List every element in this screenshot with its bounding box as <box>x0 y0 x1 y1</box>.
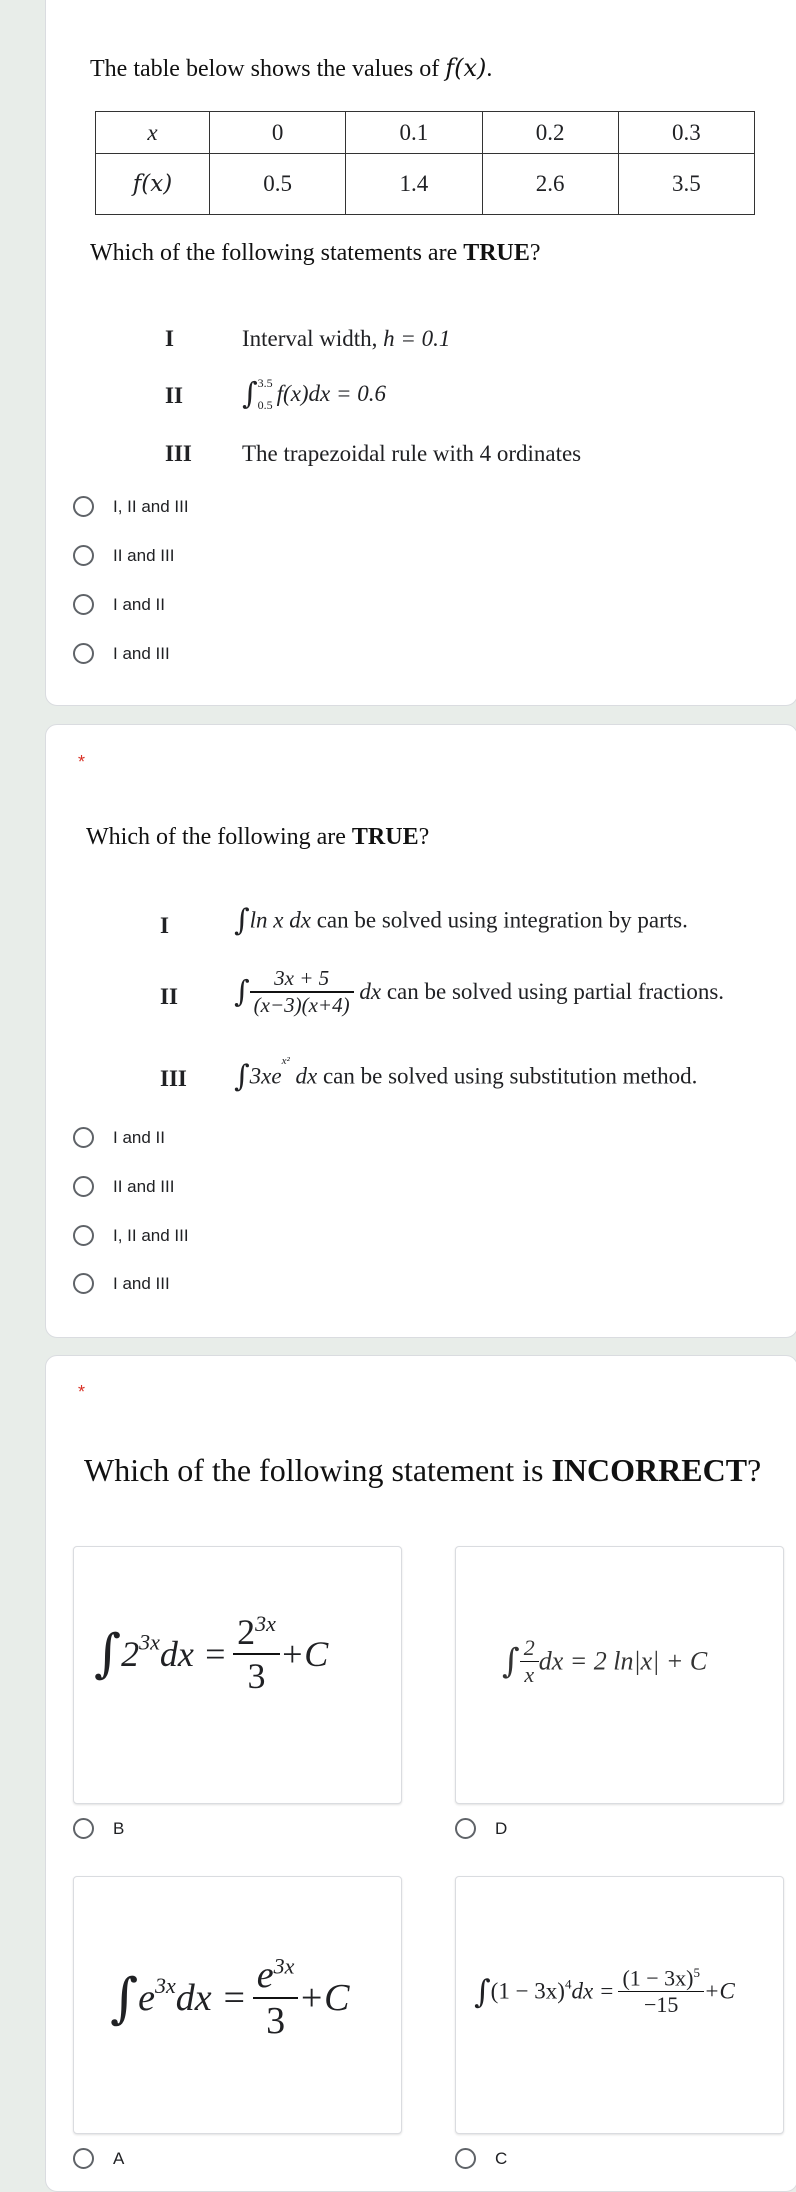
equation-a <box>110 1953 349 2043</box>
equation-constant: +C <box>298 1977 350 2019</box>
table-cell: 2.6 <box>482 154 618 215</box>
statement-number: I <box>165 326 174 351</box>
required-asterisk: * <box>78 752 86 772</box>
option-radio[interactable] <box>455 2148 507 2169</box>
statement-math: dx <box>353 979 382 1004</box>
choice-image-c[interactable] <box>455 1876 784 2134</box>
equation-constant: +C <box>704 1978 735 2004</box>
table-header-cell: 0 <box>210 112 346 154</box>
intro-suffix: . <box>486 56 493 82</box>
fraction-denominator: x <box>524 1662 535 1687</box>
statement-1 <box>242 326 450 352</box>
intro-text: The table below shows the values of <box>90 56 446 82</box>
fraction-denominator: 3 <box>266 2000 286 2042</box>
equation-b <box>94 1611 328 1697</box>
question-3-text <box>84 1452 761 1489</box>
option-radio[interactable] <box>455 1818 507 1839</box>
statement-number: II <box>160 984 178 1009</box>
option-radio[interactable] <box>73 594 165 615</box>
fraction-numerator: 3x + 5 <box>250 966 354 993</box>
integral-sign: ∫ <box>502 1641 520 1682</box>
question-prefix: Which of the following are <box>86 824 352 850</box>
integral-sign: ∫ <box>110 1966 139 2030</box>
table-row-x <box>96 112 755 154</box>
equation-d <box>502 1635 707 1688</box>
question-prefix: Which of the following statements are <box>90 240 464 266</box>
question-2-text <box>86 824 429 851</box>
fraction-numerator: (1 − 3x) <box>622 1965 694 1991</box>
option-label: A <box>113 2148 125 2168</box>
statement-text: can be solved using partial fractions. <box>381 979 725 1004</box>
equation-lhs: (1 − 3x) <box>490 1978 565 2004</box>
question-emphasis: TRUE <box>463 240 530 266</box>
fraction-denominator: 3 <box>247 1656 266 1696</box>
option-radio[interactable] <box>73 2148 124 2169</box>
fraction-numerator: 2 <box>520 1635 539 1662</box>
question-suffix: ? <box>747 1452 762 1488</box>
option-radio[interactable] <box>73 643 170 664</box>
statement-text: can be solved using integration by parts. <box>310 907 688 933</box>
integral-sign: ∫ <box>94 1624 122 1684</box>
integral-upper-limit: 3.5 <box>257 376 273 390</box>
question-suffix: ? <box>529 240 541 266</box>
table-header-cell: 0.3 <box>618 112 754 154</box>
integral-sign: ∫ <box>242 376 258 412</box>
radio-circle[interactable] <box>73 496 94 517</box>
fraction <box>618 1965 704 2018</box>
equation-base: e <box>138 1977 156 2019</box>
statement-number: III <box>160 1066 187 1091</box>
table-cell: f(x) <box>96 154 210 215</box>
statement-2 <box>242 372 386 422</box>
table-cell: 0.5 <box>210 154 346 215</box>
statement-1 <box>234 903 688 938</box>
radio-circle[interactable] <box>73 643 94 664</box>
radio-circle[interactable] <box>73 594 94 615</box>
statement-math: ln x dx <box>249 907 311 933</box>
option-label: C <box>495 2148 508 2168</box>
statement-math: 3xe <box>249 1063 282 1089</box>
intro-function: f(x) <box>445 54 487 82</box>
radio-circle[interactable] <box>455 2148 476 2169</box>
fraction <box>233 1611 280 1697</box>
integral-sign: ∫ <box>234 974 250 1010</box>
choice-image-b[interactable] <box>73 1546 402 1804</box>
equation-base: 2 <box>121 1634 140 1674</box>
table-header-cell: 0.1 <box>346 112 482 154</box>
fraction <box>520 1635 539 1688</box>
equation-rhs: dx = 2 ln|x| + C <box>538 1646 708 1676</box>
equation-dx: dx = <box>159 1634 228 1674</box>
option-label: B <box>113 1818 125 1838</box>
fraction-numerator: 2 <box>237 1612 256 1652</box>
option-radio[interactable] <box>73 1176 174 1197</box>
equation-constant: +C <box>279 1634 329 1674</box>
required-asterisk: * <box>78 1382 86 1402</box>
option-label: I, II and III <box>113 496 189 516</box>
radio-circle[interactable] <box>73 1176 94 1197</box>
equation-dx: dx = <box>175 1977 247 2019</box>
table-header-cell: 0.2 <box>482 112 618 154</box>
option-label: II and III <box>113 545 175 565</box>
fraction <box>253 1953 299 2043</box>
option-label: I and II <box>113 594 165 614</box>
statement-2 <box>234 966 724 1018</box>
statement-text: can be solved using substitution method. <box>317 1063 698 1089</box>
table-cell: 1.4 <box>346 154 482 215</box>
equation-dx: dx = <box>571 1978 615 2004</box>
integral-sign: ∫ <box>474 1972 491 2011</box>
option-label: II and III <box>113 1176 175 1196</box>
question-suffix: ? <box>418 824 430 850</box>
statement-exponent: x² <box>281 1055 290 1067</box>
radio-circle[interactable] <box>73 2148 94 2169</box>
option-label: I and III <box>113 1273 170 1293</box>
fraction <box>250 966 354 1018</box>
table-row-fx <box>96 154 755 215</box>
integral-sign: ∫ <box>234 1059 250 1095</box>
fraction-numerator: e <box>256 1954 274 1996</box>
option-radio[interactable] <box>73 545 174 566</box>
option-radio[interactable] <box>73 1818 124 1839</box>
radio-circle[interactable] <box>73 1225 94 1246</box>
fraction-denominator: (x−3)(x+4) <box>253 993 350 1017</box>
statement-number: I <box>160 913 169 938</box>
choice-image-d[interactable] <box>455 1546 784 1804</box>
radio-circle[interactable] <box>73 1127 94 1148</box>
fraction-exponent: 5 <box>693 1965 701 1980</box>
integral-sign: ∫ <box>234 903 250 938</box>
option-radio[interactable] <box>73 1273 170 1294</box>
question-1-text <box>90 240 541 267</box>
radio-circle[interactable] <box>73 1818 94 1839</box>
question-emphasis: TRUE <box>351 824 419 850</box>
radio-circle[interactable] <box>455 1818 476 1839</box>
statement-3 <box>234 1055 697 1094</box>
radio-circle[interactable] <box>73 1273 94 1294</box>
radio-circle[interactable] <box>73 545 94 566</box>
question-emphasis: INCORRECT <box>551 1452 748 1488</box>
option-label: I, II and III <box>113 1225 189 1245</box>
equation-exponent: 3x <box>139 1629 160 1655</box>
option-radio[interactable] <box>73 1127 165 1148</box>
integral-body: f(x)dx = 0.6 <box>276 381 387 406</box>
option-label: I and II <box>113 1127 165 1147</box>
statement-number: III <box>165 441 192 466</box>
statement-number: II <box>165 383 183 408</box>
equation-c <box>474 1965 735 2018</box>
option-label: D <box>495 1818 508 1838</box>
option-radio[interactable] <box>73 496 189 517</box>
fraction-exponent: 3x <box>273 1953 295 1979</box>
choice-image-a[interactable] <box>73 1876 402 2134</box>
values-table <box>95 111 755 215</box>
option-label: I and III <box>113 643 170 663</box>
statement-math: h = 0.1 <box>383 326 451 351</box>
table-header-cell: x <box>96 112 210 154</box>
table-intro <box>90 54 492 83</box>
equation-exponent: 3x <box>155 1973 176 1999</box>
fraction-exponent: 3x <box>255 1611 276 1636</box>
equation-exponent: 4 <box>564 1976 572 1992</box>
option-radio[interactable] <box>73 1225 189 1246</box>
integral-lower-limit: 0.5 <box>257 398 273 412</box>
fraction-denominator: −15 <box>644 1992 679 2018</box>
question-prefix: Which of the following statement is <box>84 1452 552 1488</box>
statement-text: Interval width, <box>242 326 384 351</box>
statement-math: dx <box>289 1063 318 1089</box>
statement-3: The trapezoidal rule with 4 ordinates <box>242 441 582 466</box>
table-cell: 3.5 <box>618 154 754 215</box>
